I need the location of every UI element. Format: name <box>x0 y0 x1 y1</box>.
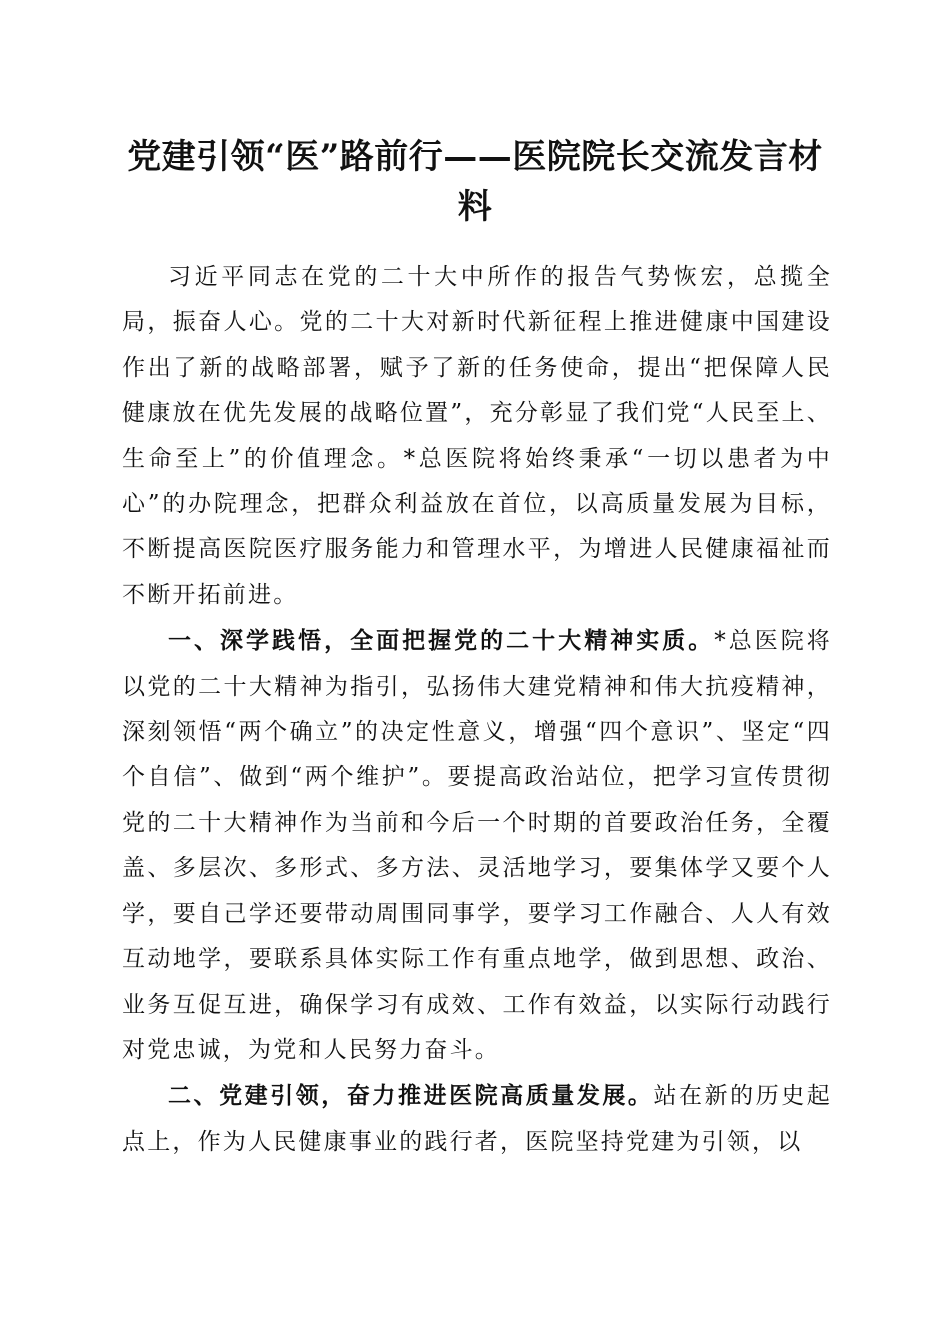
section-heading: 二、党建引领，奋力推进医院高质量发展。 <box>168 1082 654 1110</box>
paragraph-text: *总医院将以党的二十大精神为指引，弘扬伟大建党精神和伟大抗疫精神，深刻领悟“两个确立”的决定性意义，增强“四个意识”、坚定“四个自信”、做到“两个维护”。要提高政治站位，把学习宣传贯彻党的二十大精神作为当前和今后一个时期的首要政治任务，全覆盖、多层次、多形式、多方法、灵活地学习，要集体学又要个人学，要自己学还要带动周围同事学，要学习工作融合、人人有效互动地学，要联系具体实际工作有重点地学，做到思想、政治、业务互促互进，确保学习有成效、工作有效益，以实际行动践行对党忠诚，为党和人民努力奋斗。 <box>122 628 832 1063</box>
document-body <box>122 254 832 1165</box>
paragraph-text: 习近平同志在党的二十大中所作的报告气势恢宏，总揽全局，振奋人心。党的二十大对新时代新征程上推进健康中国建设作出了新的战略部署，赋予了新的任务使命，提出“把保障人民健康放在优先发展的战略位置”，充分彰显了我们党“人民至上、生命至上”的价值理念。*总医院将始终秉承“一切以患者为中心”的办院理念，把群众利益放在首位，以高质量发展为目标，不断提高医院医疗服务能力和管理水平，为增进人民健康福祉而不断开拓前进。 <box>122 264 832 608</box>
section-heading: 一、深学践悟，全面把握党的二十大精神实质。 <box>168 627 715 655</box>
paragraph-section-two <box>122 1073 832 1165</box>
document-title: 党建引领“医”路前行——医院院长交流发言材料 <box>127 137 823 227</box>
paragraph-section-one <box>122 618 832 1073</box>
paragraph-text: 站在新的历史起点上，作为人民健康事业的践行者，医院坚持党建为引领，以 <box>122 1083 832 1155</box>
paragraph-intro <box>122 254 832 618</box>
